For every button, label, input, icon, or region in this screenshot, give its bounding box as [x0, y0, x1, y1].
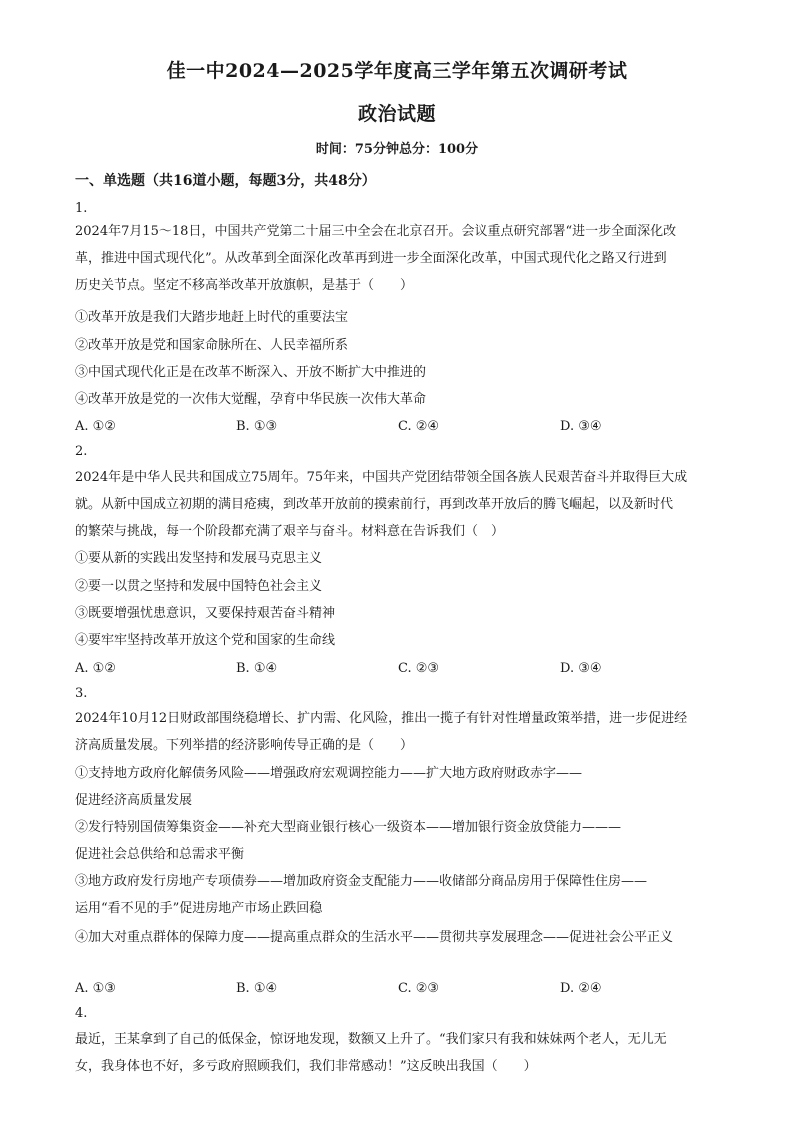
question-item: ③既要增强忧患意识，又要保持艰苦奋斗精神 — [75, 606, 336, 621]
question-stem-line: 历史关节点。坚定不移高举改革开放旗帜，是基于（ ） — [75, 278, 414, 293]
question-item: ③中国式现代化正是在改革不断深入、开放不断扩大中推进的 — [75, 365, 427, 380]
question-item: ④改革开放是党的一次伟大觉醒，孕育中华民族一次伟大革命 — [75, 392, 427, 407]
option-c: C. ②③ — [398, 981, 440, 996]
question-item: ④加大对重点群体的保障力度——提高重点群众的生活水平——贯彻共享发展理念——促进社会公平正义 — [75, 930, 674, 945]
option-d: D. ②④ — [560, 981, 602, 996]
exam-meta: 时间：75分钟总分：100分 — [315, 142, 479, 157]
exam-title: 佳一中2024—2025学年度高三学年第五次调研考试 — [166, 60, 628, 82]
section-heading: 一、单选题（共16道小题，每题3分，共48分） — [75, 173, 376, 189]
question-item: ②要一以贯之坚持和发展中国特色社会主义 — [75, 579, 323, 594]
question-item: ③地方政府发行房地产专项债券——增加政府资金支配能力——收储部分商品房用于保障性住房—— — [75, 874, 648, 889]
question-item: ②发行特别国债筹集资金——补充大型商业银行核心一级资本——增加银行资金放贷能力——— — [75, 820, 622, 835]
question-item: ①支持地方政府化解债务风险——增强政府宏观调控能力——扩大地方政府财政赤字—— — [75, 766, 583, 781]
question-stem-line: 女，我身体也不好，多亏政府照顾我们，我们非常感动！”这反映出我国（ ） — [75, 1059, 537, 1074]
question-item: 运用“看不见的手”促进房地产市场止跌回稳 — [75, 901, 323, 916]
question-item: ①改革开放是我们大踏步地赶上时代的重要法宝 — [75, 310, 349, 325]
exam-subtitle: 政治试题 — [357, 103, 436, 125]
question-number: 2. — [75, 444, 88, 459]
question-stem-line: 2024年10月12日财政部围绕稳增长、扩内需、化风险，推出一揽子有针对性增量政策举措，进一步促进经 — [75, 711, 688, 726]
question-stem-line: 最近，王某拿到了自己的低保金，惊讶地发现，数额又上升了。“我们家只有我和妹妹两个老人，无儿无 — [75, 1032, 667, 1047]
question-stem-line: 革，推进中国式现代化”。从改革到全面深化改革再到进一步全面深化改革，中国式现代化之路又行进到 — [75, 251, 667, 266]
option-b: B. ①④ — [236, 661, 278, 676]
option-c: C. ②④ — [398, 419, 440, 434]
question-stem-line: 就。从新中国成立初期的满目疮痍，到改革开放前的摸索前行，再到改革开放后的腾飞崛起，以及新时代 — [75, 497, 674, 512]
question-item: 促进社会总供给和总需求平衡 — [75, 847, 245, 862]
question-item: ②改革开放是党和国家命脉所在、人民幸福所系 — [75, 338, 349, 353]
option-a: A. ①③ — [75, 981, 116, 996]
option-c: C. ②③ — [398, 661, 440, 676]
question-stem-line: 济高质量发展。下列举措的经济影响传导正确的是（ ） — [75, 738, 414, 753]
question-item: ①要从新的实践出发坚持和发展马克思主义 — [75, 551, 323, 566]
question-stem-line: 的繁荣与挑战，每一个阶段都充满了艰辛与奋斗。材料意在告诉我们（ ） — [75, 524, 505, 539]
question-number: 4. — [75, 1006, 88, 1021]
option-a: A. ①② — [75, 661, 116, 676]
question-item: 促进经济高质量发展 — [75, 793, 193, 808]
question-stem-line: 2024年是中华人民共和国成立75周年。75年来，中国共产党团结带领全国各族人民艰苦奋斗并取得巨大成 — [75, 470, 688, 485]
question-number: 3. — [75, 686, 88, 701]
question-stem-line: 2024年7月15～18日，中国共产党第二十届三中全会在北京召开。会议重点研究部署“进一步全面深化改 — [75, 224, 677, 239]
question-item: ④要牢牢坚持改革开放这个党和国家的生命线 — [75, 633, 336, 648]
option-b: B. ①③ — [236, 419, 278, 434]
question-number: 1. — [75, 201, 88, 216]
option-d: D. ③④ — [560, 419, 602, 434]
option-b: B. ①④ — [236, 981, 278, 996]
option-a: A. ①② — [75, 419, 116, 434]
option-d: D. ③④ — [560, 661, 602, 676]
